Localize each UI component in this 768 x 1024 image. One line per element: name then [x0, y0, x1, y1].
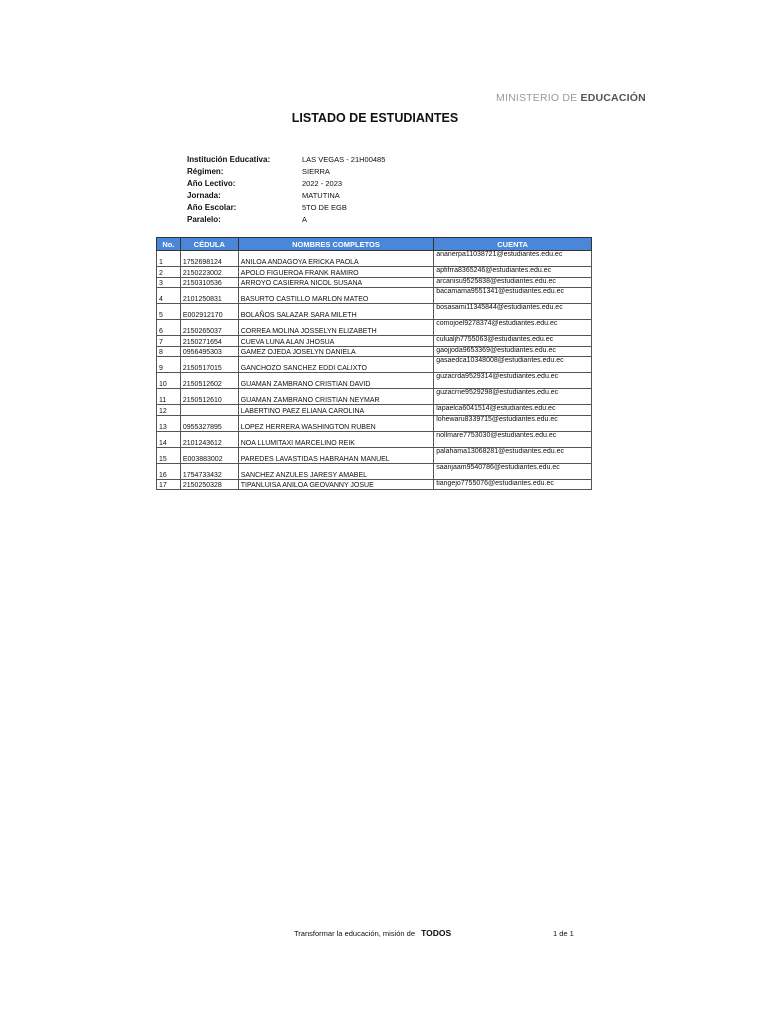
cell-cuenta: gaojjoda9653369@estudiantes.edu.ec — [434, 346, 592, 357]
cell-no: 1 — [157, 251, 181, 267]
cell-no: 11 — [157, 389, 181, 405]
page-number: 1 de 1 — [553, 929, 574, 938]
cell-nombre: TIPANLUISA ANILOA GEOVANNY JOSUE — [238, 479, 434, 490]
cell-nombre: GUAMAN ZAMBRANO CRISTIAN NEYMAR — [238, 389, 434, 405]
cell-no: 17 — [157, 479, 181, 490]
table-row — [157, 479, 592, 490]
footer-text: Transformar la educación, misión de — [294, 929, 418, 938]
logo-text-ministerio: MINISTERIO DE — [496, 92, 581, 104]
cell-cedula: 2150512602 — [180, 373, 238, 389]
cell-cedula: 2150310536 — [180, 277, 238, 288]
cell-cedula: 2101243612 — [180, 431, 238, 447]
cell-cedula: 2150265037 — [180, 320, 238, 336]
cell-nombre: GUAMAN ZAMBRANO CRISTIAN DAVID — [238, 373, 434, 389]
institution-info — [187, 153, 385, 225]
cell-cedula: 1754733432 — [180, 463, 238, 479]
cell-no: 15 — [157, 447, 181, 463]
cell-cuenta: comojoel9278374@estudiantes.edu.ec — [434, 320, 592, 336]
cell-no: 10 — [157, 373, 181, 389]
cell-cuenta: ananerpa11038721@estudiantes.edu.ec — [434, 251, 592, 267]
header-no: No. — [157, 238, 181, 251]
cell-nombre: APOLO FIGUEROA FRANK RAMIRO — [238, 267, 434, 278]
cell-nombre: LOPEZ HERRERA WASHINGTON RUBEN — [238, 415, 434, 431]
cell-cedula: E003883002 — [180, 447, 238, 463]
table-row — [157, 277, 592, 288]
cell-no: 13 — [157, 415, 181, 431]
cell-nombre: PAREDES LAVASTIDAS HABRAHAN MANUEL — [238, 447, 434, 463]
table-header-row — [157, 238, 592, 251]
cell-cuenta: lapaelca6041514@estudiantes.edu.ec — [434, 405, 592, 416]
footer-emphasis: TODOS — [421, 928, 452, 938]
table-row — [157, 304, 592, 320]
table-row — [157, 415, 592, 431]
info-label: Régimen: — [187, 166, 224, 176]
cell-cuenta: bosasami11345844@estudiantes.edu.ec — [434, 304, 592, 320]
cell-cuenta: bacamama9551341@estudiantes.edu.ec — [434, 288, 592, 304]
cell-nombre: CUEVA LUNA ALAN JHOSUA — [238, 336, 434, 347]
table-row — [157, 405, 592, 416]
cell-cuenta: guzacrne9529298@estudiantes.edu.ec — [434, 389, 592, 405]
cell-cuenta: saanjaam9540786@estudiantes.edu.ec — [434, 463, 592, 479]
cell-no: 2 — [157, 267, 181, 278]
info-row — [187, 165, 385, 177]
students-table — [156, 237, 592, 490]
info-value: MATUTINA — [302, 190, 340, 200]
info-label: Año Escolar: — [187, 202, 237, 212]
table-row — [157, 267, 592, 278]
cell-no: 4 — [157, 288, 181, 304]
table-row — [157, 357, 592, 373]
cell-nombre: CORREA MOLINA JOSSELYN ELIZABETH — [238, 320, 434, 336]
table-row — [157, 251, 592, 267]
cell-nombre: SANCHEZ ANZULES JARESY AMABEL — [238, 463, 434, 479]
cell-nombre: LABERTINO PAEZ ELIANA CAROLINA — [238, 405, 434, 416]
cell-cedula: 2150271654 — [180, 336, 238, 347]
cell-cedula — [180, 405, 238, 416]
table-row — [157, 447, 592, 463]
page-title: LISTADO DE ESTUDIANTES — [291, 111, 459, 125]
table-row — [157, 346, 592, 357]
cell-no: 5 — [157, 304, 181, 320]
info-label: Paralelo: — [187, 214, 221, 224]
info-label: Institución Educativa: — [187, 154, 271, 164]
header-nombres: NOMBRES COMPLETOS — [238, 238, 434, 251]
table-row — [157, 389, 592, 405]
cell-nombre: NOA LLUMITAXI MARCELINO REIK — [238, 431, 434, 447]
cell-cedula: 0955327895 — [180, 415, 238, 431]
cell-no: 16 — [157, 463, 181, 479]
cell-no: 7 — [157, 336, 181, 347]
info-label: Jornada: — [187, 190, 221, 200]
info-label: Año Lectivo: — [187, 178, 236, 188]
ministry-logo — [496, 92, 646, 104]
info-row — [187, 201, 385, 213]
cell-cuenta: lohewaru8339715@estudiantes.edu.ec — [434, 415, 592, 431]
table-row — [157, 288, 592, 304]
info-row — [187, 189, 385, 201]
info-row — [187, 213, 385, 225]
cell-cuenta: apfifrra8365246@estudiantes.edu.ec — [434, 267, 592, 278]
info-value: LAS VEGAS - 21H00485 — [302, 154, 386, 164]
table-row — [157, 431, 592, 447]
cell-nombre: GANCHOZO SANCHEZ EDDI CALIXTO — [238, 357, 434, 373]
info-value: A — [302, 214, 308, 224]
cell-no: 14 — [157, 431, 181, 447]
cell-cuenta: guzacrda9529314@estudiantes.edu.ec — [434, 373, 592, 389]
cell-cuenta: tiangejo7755076@estudiantes.edu.ec — [434, 479, 592, 490]
header-cedula: CÉDULA — [180, 238, 238, 251]
cell-cedula: 2150223002 — [180, 267, 238, 278]
cell-cedula: 2150517015 — [180, 357, 238, 373]
cell-cuenta: culualjh7755063@estudiantes.edu.ec — [434, 336, 592, 347]
info-row — [187, 177, 385, 189]
footer-slogan — [294, 928, 451, 938]
info-row — [187, 153, 385, 165]
cell-nombre: BOLAÑOS SALAZAR SARA MILETH — [238, 304, 434, 320]
cell-cedula: 0956495303 — [180, 346, 238, 357]
table-row — [157, 463, 592, 479]
cell-nombre: ANILOA ANDAGOYA ERICKA PAOLA — [238, 251, 434, 267]
cell-cedula: E002912170 — [180, 304, 238, 320]
cell-cuenta: arcanisu9525838@estudiantes.edu.ec — [434, 277, 592, 288]
logo-text-educacion: EDUCACIÓN — [580, 92, 646, 104]
cell-cuenta: gasaedca10348008@estudiantes.edu.ec — [434, 357, 592, 373]
cell-no: 12 — [157, 405, 181, 416]
cell-nombre: BASURTO CASTILLO MARLON MATEO — [238, 288, 434, 304]
cell-no: 6 — [157, 320, 181, 336]
table-row — [157, 336, 592, 347]
cell-nombre: ARROYO CASIERRA NICOL SUSANA — [238, 277, 434, 288]
cell-cuenta: palahama13068281@estudiantes.edu.ec — [434, 447, 592, 463]
cell-no: 8 — [157, 346, 181, 357]
cell-cuenta: nollmare7753030@estudiantes.edu.ec — [434, 431, 592, 447]
cell-nombre: GAMEZ OJEDA JOSELYN DANIELA — [238, 346, 434, 357]
info-value: 2022 - 2023 — [302, 178, 343, 188]
cell-no: 3 — [157, 277, 181, 288]
header-cuenta: CUENTA — [434, 238, 592, 251]
cell-cedula: 2101250831 — [180, 288, 238, 304]
table-row — [157, 373, 592, 389]
cell-cedula: 2150250328 — [180, 479, 238, 490]
cell-cedula: 1752698124 — [180, 251, 238, 267]
cell-no: 9 — [157, 357, 181, 373]
info-value: SIERRA — [302, 166, 330, 176]
info-value: 5TO DE EGB — [302, 202, 347, 212]
table-row — [157, 320, 592, 336]
cell-cedula: 2150512610 — [180, 389, 238, 405]
